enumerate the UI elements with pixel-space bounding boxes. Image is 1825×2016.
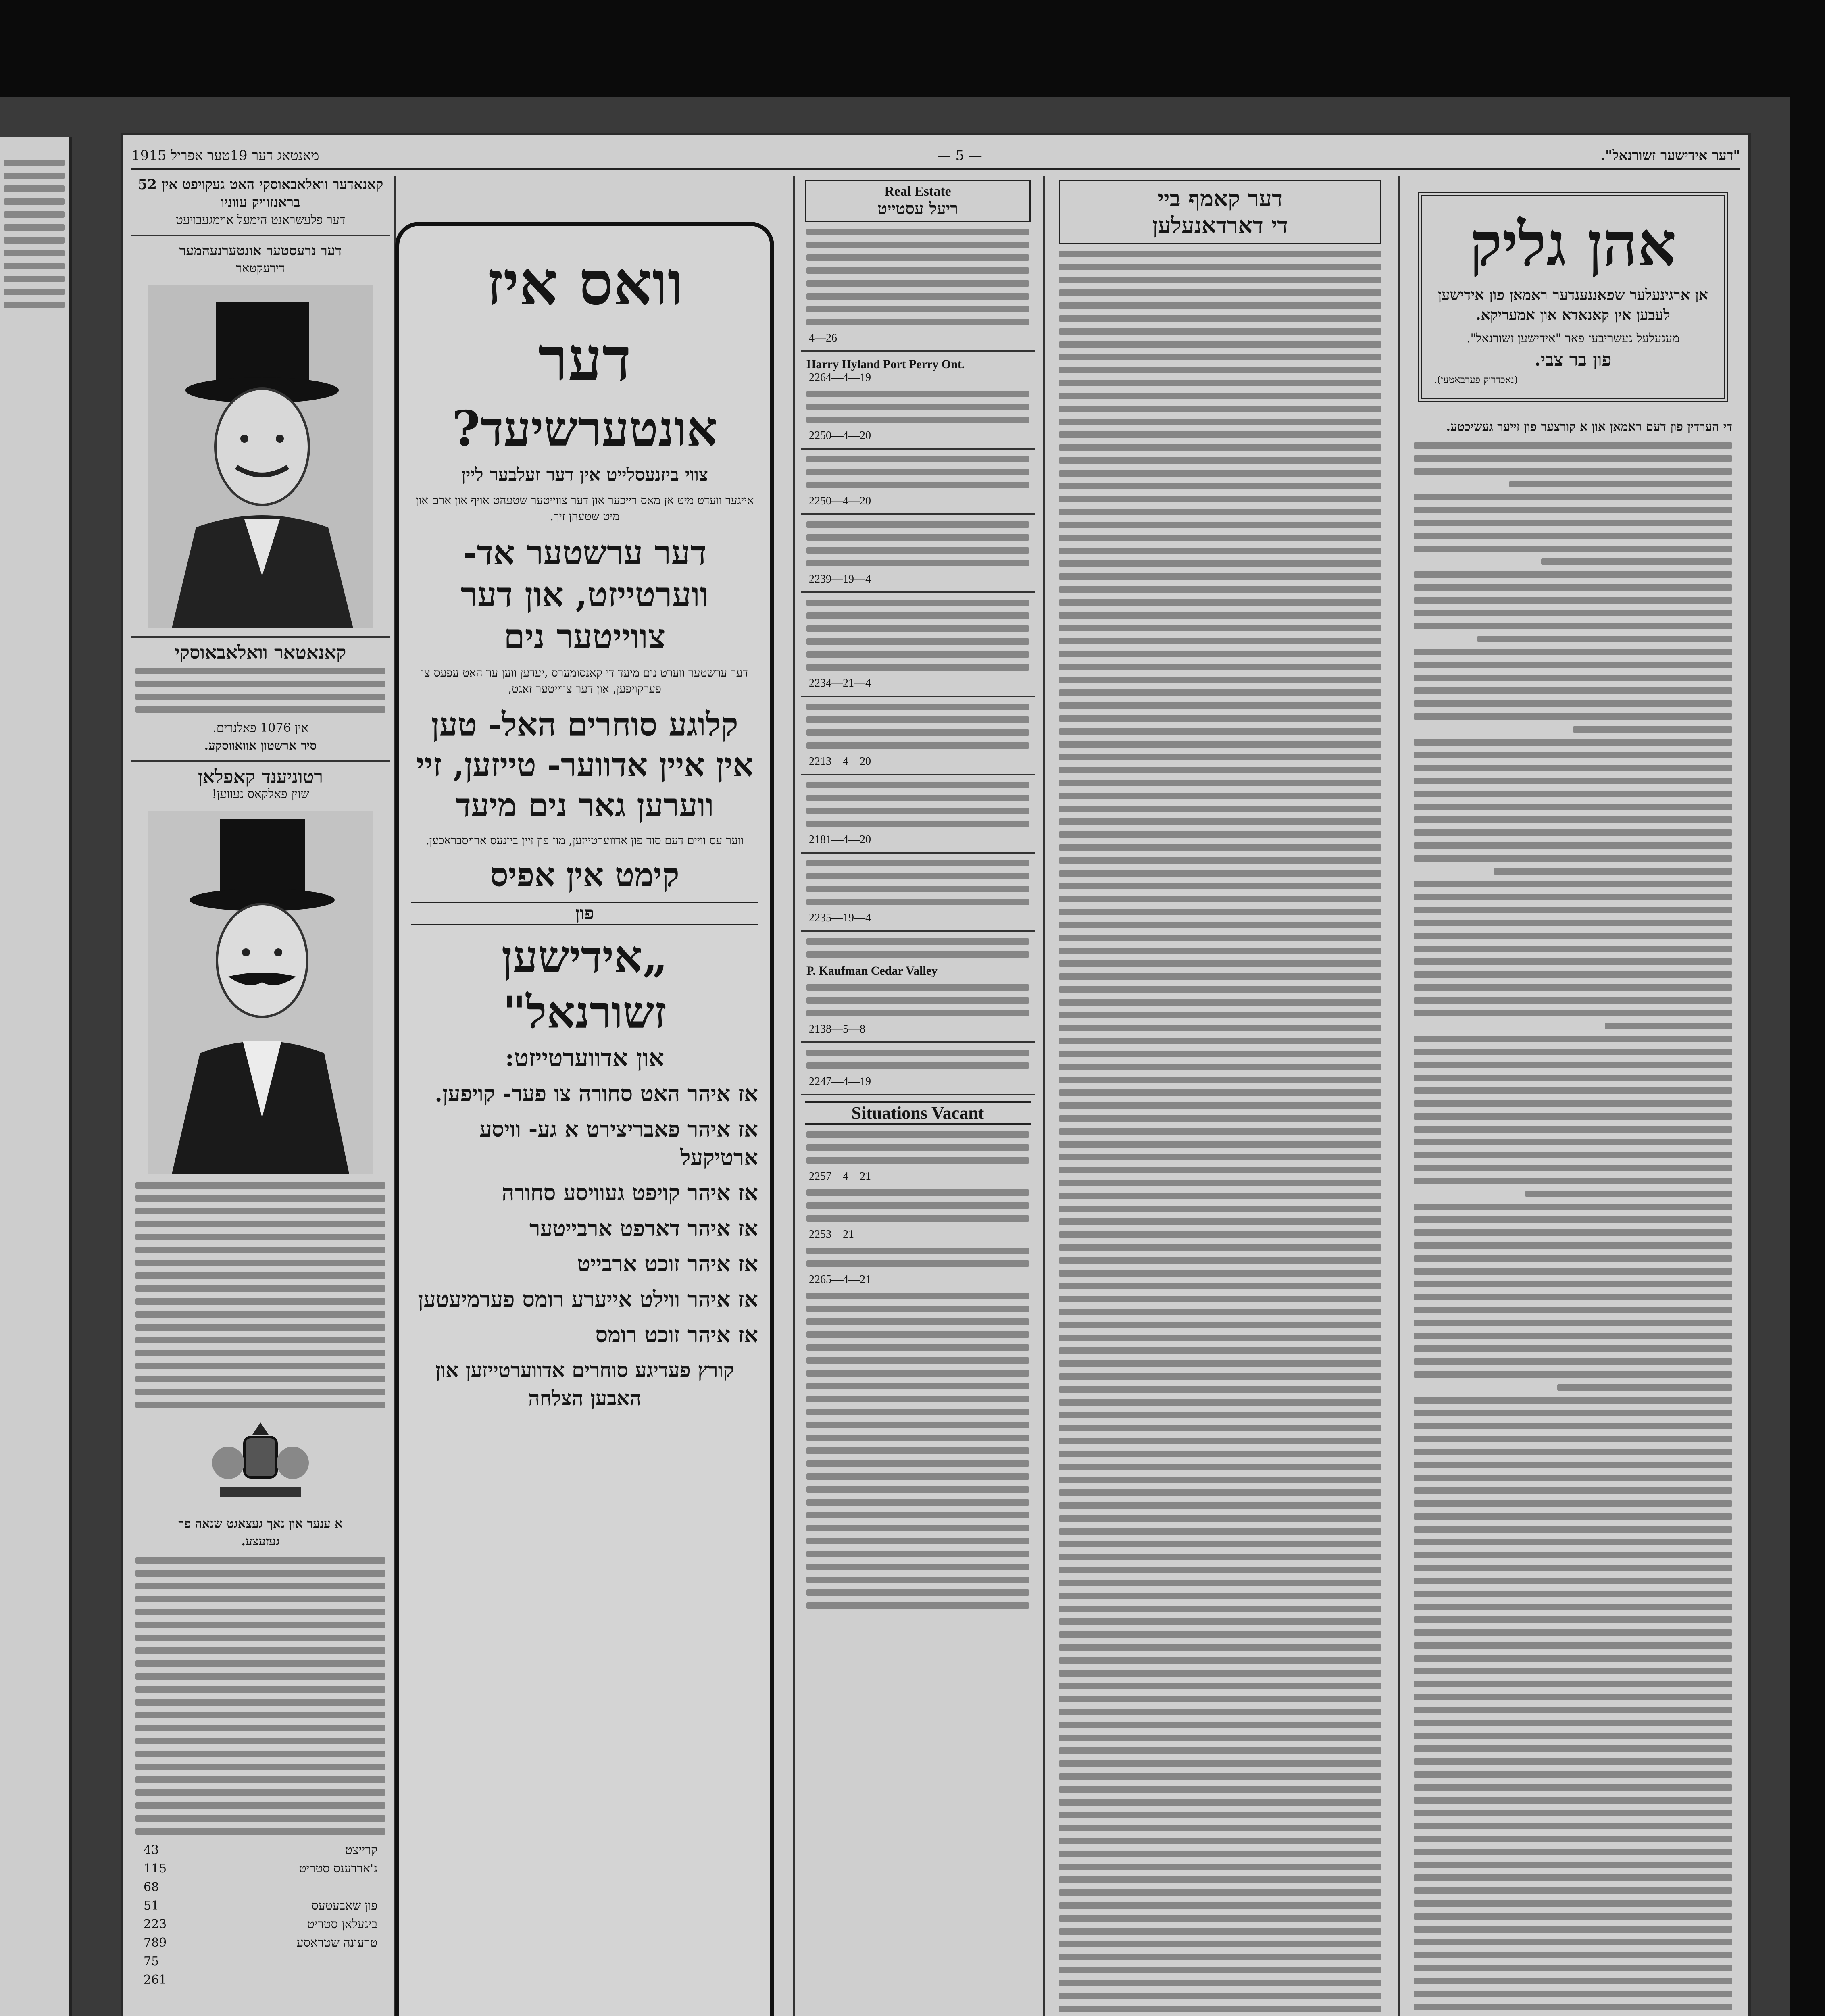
ad-ref: 2239—19—4: [809, 573, 871, 585]
novel-subtitle: אן ארגינעלער שפאננענדער ראמאן פון אידישען לעבען אין קאנאדא און אמעריקא.: [1438, 286, 1708, 323]
column-rule: [793, 176, 795, 2016]
portrait-illustration: [148, 811, 373, 1174]
novel-column: [1406, 176, 1740, 2016]
column-rule: [1398, 176, 1400, 2016]
war-headline-2: די דארדאנעלען: [1152, 212, 1288, 239]
director-label: דירעקטאר: [236, 261, 285, 275]
crest-caption-2: געזעצע.: [241, 1535, 280, 1549]
portrait-illustration: [148, 285, 373, 628]
list-item: [144, 1878, 377, 1897]
ad-ref: 2181—4—20: [809, 833, 871, 846]
page-header: [131, 144, 1740, 170]
ad-item: אז איהר ווילט אייערע רומס פערמיעטען: [418, 1286, 758, 1312]
ad-ref: 2213—4—20: [809, 755, 871, 768]
ad-advertise-label: און אדווערטייזט:: [505, 1044, 665, 1072]
pilgrims-name: קאנאטאר וואלאבאוסקי: [175, 641, 346, 663]
situations-vacant-heading: Situations Vacant: [805, 1101, 1031, 1125]
notice-headline: קאנאדער וואלאבאוסקי האט געקויפט אין 52 בראנזוויק עווניו: [138, 177, 383, 210]
ad-subheading: צווי ביזנעסלייט אין דער זעלבער ליין: [461, 464, 708, 485]
crest-caption: א ענער און נאך געצאגט שנאה פר: [178, 1517, 343, 1531]
header-page-number: — 5 —: [937, 148, 982, 164]
ad-ref: 2234—21—4: [809, 677, 871, 689]
list-item: [144, 1860, 377, 1878]
list-value: 223: [144, 1917, 167, 1931]
notice-address: אין 1076 פאלנרים.: [212, 721, 308, 735]
ad-paper-name-2: זשורנאל": [503, 986, 667, 1038]
ad-ref: 2265—4—21: [809, 1273, 871, 1286]
header-date: מאנטאג דער 19טער אפריל 1915: [131, 148, 319, 164]
novel-reprint-note: (נאכדרוק פערבאטען).: [1434, 374, 1518, 385]
ad-footer: קורץ פעדיגע סוחרים אדווערטייזען און האבען הצלחה: [435, 1358, 734, 1410]
list-value: 75: [144, 1954, 159, 1968]
portrait-top-hat-man: [148, 285, 373, 628]
list-label: ביגעלאן סטריט: [307, 1917, 377, 1931]
list-label: פון שאבעטעס: [311, 1899, 377, 1913]
list-item: [144, 1934, 377, 1952]
novel-opening: די הערדין פון דעם ראמאן און א קורצער פון זייער געשיכטע.: [1446, 420, 1732, 434]
portrait-mustache-man: [148, 811, 373, 1174]
branch-list: [131, 1841, 390, 1989]
film-border-top: [0, 0, 1825, 97]
list-value: 51: [144, 1899, 159, 1913]
real-estate-heading: ריעל עסטייט: [877, 199, 958, 218]
notices-column: [131, 176, 390, 1989]
notice-signature: סיר ארשטון אוואווסקע.: [204, 739, 317, 753]
war-news-column: [1051, 176, 1390, 2016]
list-value: 43: [144, 1843, 159, 1857]
list-item: [144, 1897, 377, 1915]
novel-title-box: [1418, 192, 1728, 402]
film-border-right: [1790, 0, 1825, 2016]
ad-item: אז איהר קויפט געוויסע סחורה: [502, 1180, 758, 1206]
list-item: [144, 1915, 377, 1934]
newspaper-page: [121, 133, 1751, 2016]
list-item: [144, 1971, 377, 1989]
ad-sub-note: אייגער וועדט מיט אן מאס רייכער און דער צווייטער שטעהט אויף און ארם און מיט שטעהן זיך.: [415, 494, 754, 523]
list-item: [144, 1841, 377, 1860]
list-value: 789: [144, 1936, 167, 1950]
ad-ref: 2253—21: [809, 1228, 854, 1241]
ad-question-note: דער ערשטער ווערט נים מיעד די קאנסומערס ,יעדען ווען ער האט עפעס צו פערקויפען, און דער צווייטער זאגט,: [421, 666, 748, 696]
ad-item: אז איהר זוכט ארבייט: [577, 1251, 758, 1277]
notice-subline: דער פלעשראנט הימעל אוימגעבויעט: [175, 213, 346, 227]
ad-item: אז איהר פאבריצירט א גע- וויסע ארטיקעל: [479, 1116, 758, 1170]
ad-ref: 2250—4—20: [809, 495, 871, 507]
ad-item: אז איהר האט סחורה צו פער- קויפען.: [435, 1081, 758, 1106]
adjacent-page-strip: [0, 137, 72, 2016]
ad-headline-2: דער: [538, 324, 631, 395]
ad-claim: קלוגע סוחרים האל- טען אין איין אדווער- טייזען, זיי ווערען גאר נים מיעד: [416, 706, 754, 824]
ad-from: פון: [411, 902, 758, 925]
ad-item: אז איהר דארפט ארבייטער: [529, 1215, 758, 1241]
ad-ref: 2257—4—21: [809, 1170, 871, 1183]
classifieds-column: [801, 176, 1035, 1615]
novel-body-text: [1406, 442, 1740, 2016]
war-news-text: [1051, 251, 1390, 2016]
list-value: 261: [144, 1973, 167, 1987]
royal-crest-icon: [204, 1414, 317, 1511]
list-label: טרעונה שטראסע: [296, 1936, 377, 1950]
kaplan-subtitle: שוין פאלקאס נעווען!: [212, 787, 309, 801]
ad-item: אז איהר זוכט רומס: [595, 1322, 758, 1347]
kaplan-name: רטוניענד קאפלאן: [198, 766, 323, 787]
war-headline-1: דער קאמף ביי: [1158, 185, 1283, 212]
ad-paper-name-1: „אידישען: [501, 931, 668, 983]
ad-question: דער ערשטער אד- ווערטייזט, און דער צווייטער נים: [460, 533, 709, 656]
novel-title: אהן גליק: [1469, 209, 1677, 280]
ad-ref: 2138—5—8: [809, 1023, 865, 1035]
ad-come-in: קימט אין אפיס: [490, 856, 679, 894]
list-value: 68: [144, 1880, 159, 1894]
ad-headline-1: וואס איז: [486, 248, 683, 319]
column-rule: [1043, 176, 1045, 2016]
ad-ref: 2250—4—20: [809, 429, 871, 442]
list-value: 115: [144, 1862, 167, 1876]
classified-text: [801, 229, 1035, 325]
ad-ref: 2235—19—4: [809, 912, 871, 924]
ad-ref: 2264—4—19: [809, 371, 871, 384]
advertising-promo-box: [395, 222, 774, 2016]
advertiser-name: P. Kaufman Cedar Valley: [806, 964, 938, 977]
list-label: ג'ארדענס סטריט: [299, 1862, 377, 1876]
list-label: קרייצט: [345, 1843, 377, 1857]
stall-line: דער נרעסטער אונטערנעהמער: [179, 243, 342, 259]
ad-headline-3: אונטערשיעד?: [452, 400, 718, 457]
advertiser-name: Harry Hyland Port Perry Ont.: [806, 358, 965, 371]
ad-ref: 4—26: [809, 332, 837, 344]
list-item: [144, 1952, 377, 1971]
ad-ref: 2247—4—19: [809, 1075, 871, 1088]
novel-author-line: מעגעלעל געשריבען פאר "אידישען זשורנאל".: [1466, 331, 1680, 346]
novel-author: פון בר צבי.: [1534, 350, 1612, 370]
ad-claim-note: ווער עס וויים דעם סוד פון אדווערטייזען, מוז פון זיין ביזנעס ארויסבראכען.: [425, 834, 744, 847]
header-masthead: "דער אידישער זשורנאל".: [1600, 148, 1740, 164]
real-estate-heading-en: Real Estate: [884, 184, 951, 199]
